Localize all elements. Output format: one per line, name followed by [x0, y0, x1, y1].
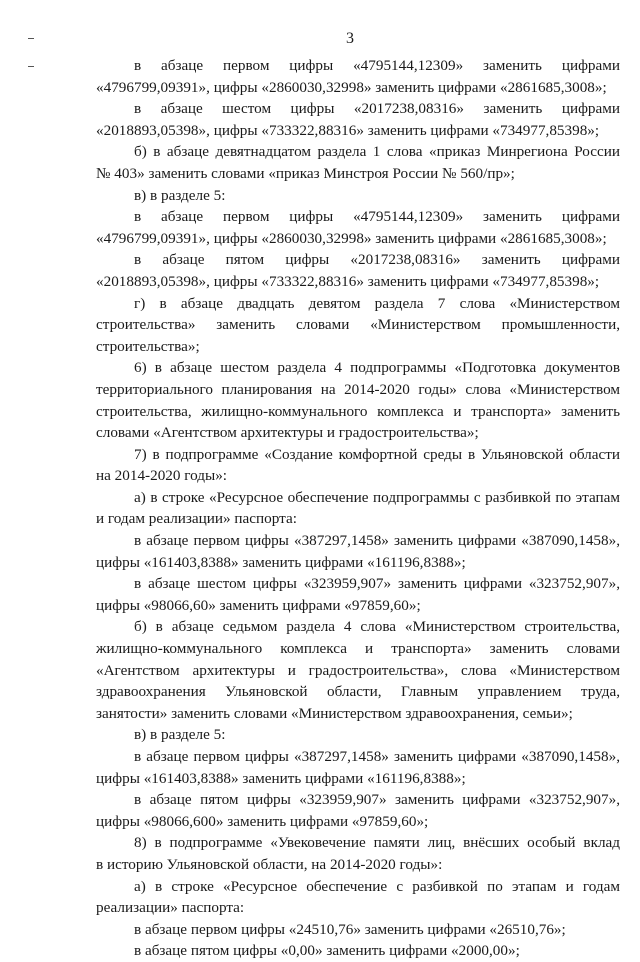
text-line: территориального планирования на 2014-2020 годы» слова «Министерством — [96, 380, 620, 398]
margin-mark — [28, 66, 34, 67]
text-line: «2018893,05398», цифры «733322,88316» заменить цифрами «734977,85398»; — [96, 272, 600, 290]
text-line: цифры «161403,8388» заменить цифрами «161196,8388»; — [96, 553, 466, 571]
text-line: в абзаце первом цифры «24510,76» заменить цифрами «26510,76»; — [134, 920, 566, 938]
text-line: в абзаце первом цифры «387297,1458» заменить цифрами «387090,1458», — [134, 532, 620, 550]
text-line: г) в абзаце двадцать девятом раздела 7 слова «Министерством — [134, 294, 620, 312]
text-line: а) в строке «Ресурсное обеспечение подпрограммы с разбивкой по этапам — [134, 488, 620, 506]
text-line: «4796799,09391», цифры «2860030,32998» заменить цифрами «2861685,3008»; — [96, 229, 607, 247]
text-line: на 2014-2020 годы»: — [96, 467, 228, 485]
text-line: занятости» заменить словами «Министерством здравоохранения, семьи»; — [96, 704, 573, 722]
text-line: цифры «161403,8388» заменить цифрами «161196,8388»; — [96, 769, 466, 787]
text-line: 7) в подпрограмме «Создание комфортной среды в Ульяновской области — [134, 445, 620, 463]
text-line: «2018893,05398», цифры «733322,88316» заменить цифрами «734977,85398»; — [96, 121, 600, 139]
text-line: цифры «98066,60» заменить цифрами «97859,60»; — [96, 596, 421, 614]
text-line: здравоохранения Ульяновской области, Главным управлением труда, — [96, 683, 620, 701]
text-line: в абзаце шестом цифры «323959,907» заменить цифрами «323752,907», — [134, 575, 620, 593]
text-line: в абзаце шестом цифры «2017238,08316» заменить цифрами — [134, 100, 620, 118]
page-number: 3 — [346, 30, 354, 47]
text-line: в историю Ульяновской области, на 2014-2020 годы»: — [96, 855, 443, 873]
text-line: в) в разделе 5: — [134, 726, 226, 744]
text-line: и годам реализации» паспорта: — [96, 510, 297, 528]
text-line: б) в абзаце девятнадцатом раздела 1 слова «приказ Минрегиона России — [134, 143, 620, 161]
text-line: б) в абзаце седьмом раздела 4 слова «Министерством строительства, — [134, 618, 620, 636]
text-line: в абзаце первом цифры «4795144,12309» заменить цифрами — [134, 57, 620, 74]
text-line: «4796799,09391», цифры «2860030,32998» заменить цифрами «2861685,3008»; — [96, 78, 607, 96]
text-line: в абзаце первом цифры «387297,1458» заменить цифрами «387090,1458», — [134, 748, 620, 765]
text-line: в абзаце пятом цифры «323959,907» заменить цифрами «323752,907», — [134, 791, 620, 809]
text-line: реализации» паспорта: — [96, 899, 245, 917]
text-line: в абзаце пятом цифры «0,00» заменить цифрами «2000,00»; — [134, 942, 520, 960]
text-line: словами «Агентством архитектуры и градостроительства»; — [96, 424, 479, 442]
text-line: жилищно-коммунального комплекса и транспорта» заменить словами — [96, 640, 620, 658]
text-line: «Агентством архитектуры и градостроительства», слова «Министерством — [96, 661, 620, 679]
text-line: строительства» заменить словами «Министерством промышленности, — [96, 316, 620, 334]
text-line: строительства»; — [96, 337, 200, 355]
text-line: в абзаце пятом цифры «2017238,08316» заменить цифрами — [134, 251, 620, 269]
text-line: строительства, жилищно-коммунального комплекса и транспорта» заменить — [96, 402, 620, 420]
text-line: в абзаце первом цифры «4795144,12309» заменить цифрами — [134, 208, 620, 226]
text-line: 8) в подпрограмме «Увековечение памяти лиц, внёсших особый вклад — [134, 834, 620, 852]
text-line: цифры «98066,600» заменить цифрами «97859,60»; — [96, 812, 429, 830]
text-line: № 403» заменить словами «приказ Минстроя России № 560/пр»; — [96, 164, 515, 182]
document-body — [96, 55, 620, 962]
text-line: в) в разделе 5: — [134, 186, 226, 204]
text-line: а) в строке «Ресурсное обеспечение с разбивкой по этапам и годам — [134, 877, 620, 895]
text-line: 6) в абзаце шестом раздела 4 подпрограммы «Подготовка документов — [134, 359, 620, 377]
